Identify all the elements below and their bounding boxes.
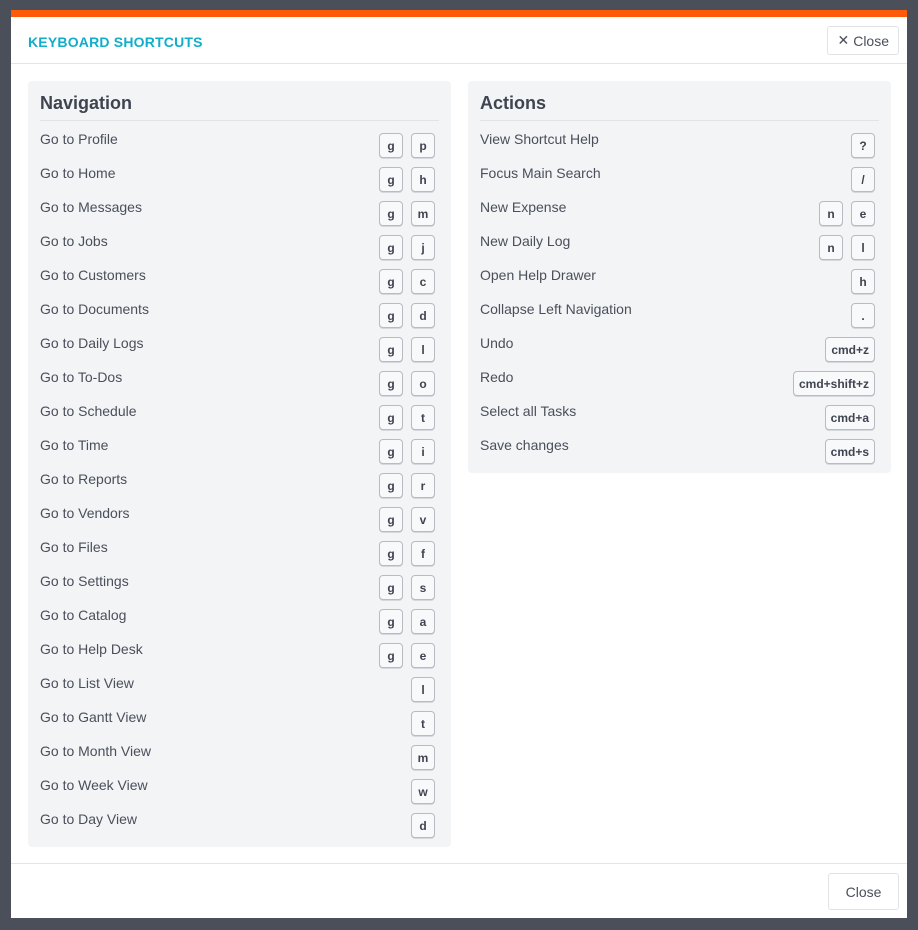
shortcut-row [40,599,439,633]
key-cap: l [851,235,875,260]
shortcut-row [480,395,879,429]
shortcut-keys [411,745,439,770]
shortcut-keys [379,201,439,226]
key-cap: g [379,303,403,328]
shortcut-row [480,327,879,361]
modal-title: KEYBOARD SHORTCUTS [28,34,203,50]
key-cap: g [379,439,403,464]
key-cap: g [379,337,403,362]
shortcut-label: Focus Main Search [480,165,601,181]
shortcut-row [40,633,439,667]
shortcut-row [40,497,439,531]
key-cap: g [379,201,403,226]
key-cap: e [851,201,875,226]
key-cap: ? [851,133,875,158]
shortcut-keys [379,643,439,668]
shortcut-keys [851,167,879,192]
shortcut-label: Go to Documents [40,301,149,317]
shortcut-row [40,361,439,395]
shortcut-row [40,531,439,565]
shortcut-row [40,395,439,429]
actions-title: Actions [480,81,879,121]
shortcut-keys [379,575,439,600]
close-button-top[interactable] [827,26,899,55]
shortcut-row [40,293,439,327]
shortcut-keys [379,405,439,430]
shortcut-row [40,191,439,225]
shortcut-row [40,123,439,157]
shortcut-label: Go to Month View [40,743,152,759]
navigation-panel [28,81,451,847]
key-cap: cmd+shift+z [793,371,875,396]
shortcut-row [480,429,879,463]
key-cap: w [411,779,435,804]
key-cap: d [411,303,435,328]
close-icon: ✕ [837,32,850,48]
shortcut-keys [379,235,439,260]
key-cap: g [379,541,403,566]
key-cap: m [411,201,435,226]
key-cap: cmd+s [825,439,875,464]
shortcut-row [40,701,439,735]
shortcut-row [480,225,879,259]
shortcut-label: Go to Customers [40,267,146,283]
key-cap: d [411,813,435,838]
shortcut-label: Save changes [480,437,569,453]
key-cap: g [379,507,403,532]
key-cap: t [411,405,435,430]
key-cap: c [411,269,435,294]
key-cap: g [379,269,403,294]
shortcut-keys [379,541,439,566]
key-cap: n [819,235,843,260]
key-cap: g [379,609,403,634]
shortcut-label: Go to Files [40,539,108,555]
shortcut-row [480,293,879,327]
key-cap: f [411,541,435,566]
key-cap: e [411,643,435,668]
shortcut-row [40,803,439,837]
shortcut-keys [379,167,439,192]
shortcut-label: Go to Jobs [40,233,108,249]
actions-panel [468,81,891,473]
key-cap: n [819,201,843,226]
shortcut-label: Redo [480,369,514,385]
shortcut-row [40,667,439,701]
shortcut-row [40,463,439,497]
shortcut-row [40,259,439,293]
key-cap: l [411,337,435,362]
shortcut-label: Go to Vendors [40,505,130,521]
modal-header [11,17,907,64]
shortcut-keys [379,337,439,362]
shortcut-row [480,157,879,191]
key-cap: p [411,133,435,158]
key-cap: g [379,167,403,192]
shortcut-keys [825,337,879,362]
key-cap: g [379,235,403,260]
navigation-title: Navigation [40,81,439,121]
shortcut-label: Go to Schedule [40,403,137,419]
shortcut-label: Go to Week View [40,777,148,793]
shortcut-keys [825,439,879,464]
shortcut-row [40,327,439,361]
key-cap: i [411,439,435,464]
shortcut-row [40,225,439,259]
key-cap: v [411,507,435,532]
shortcut-label: Go to Gantt View [40,709,147,725]
shortcut-label: Go to Help Desk [40,641,143,657]
shortcut-keys [793,371,879,396]
key-cap: o [411,371,435,396]
key-cap: t [411,711,435,736]
shortcut-keys [819,235,879,260]
shortcut-label: Go to Reports [40,471,128,487]
shortcut-keys [851,269,879,294]
shortcut-row [40,565,439,599]
shortcut-row [480,259,879,293]
shortcut-keys [411,711,439,736]
key-cap: r [411,473,435,498]
shortcut-keys [379,439,439,464]
shortcut-label: Go to Settings [40,573,129,589]
shortcut-keys [379,371,439,396]
shortcut-keys [379,507,439,532]
key-cap: g [379,371,403,396]
modal-footer [11,863,907,918]
shortcut-label: Select all Tasks [480,403,577,419]
close-button-bottom[interactable]: Close [828,873,899,910]
shortcut-label: New Expense [480,199,567,215]
key-cap: cmd+a [825,405,875,430]
shortcut-keys [411,677,439,702]
shortcut-label: Go to Catalog [40,607,127,623]
key-cap: l [411,677,435,702]
shortcut-keys [851,133,879,158]
shortcut-keys [411,813,439,838]
shortcut-row [40,735,439,769]
key-cap: g [379,473,403,498]
shortcut-label: Collapse Left Navigation [480,301,632,317]
shortcut-row [40,769,439,803]
shortcut-label: Go to To-Dos [40,369,123,385]
shortcut-keys [825,405,879,430]
shortcut-label: Go to Home [40,165,116,181]
key-cap: cmd+z [825,337,875,362]
close-label: Close [853,32,889,49]
key-cap: h [411,167,435,192]
shortcut-keys [411,779,439,804]
key-cap: g [379,643,403,668]
shortcut-row [40,429,439,463]
shortcut-label: Go to List View [40,675,134,691]
shortcut-label: Go to Time [40,437,109,453]
shortcut-label: Go to Profile [40,131,118,147]
key-cap: s [411,575,435,600]
shortcut-label: View Shortcut Help [480,131,599,147]
key-cap: h [851,269,875,294]
keyboard-shortcuts-modal [11,10,907,918]
shortcut-row [480,361,879,395]
key-cap: m [411,745,435,770]
key-cap: / [851,167,875,192]
shortcut-label: Open Help Drawer [480,267,596,283]
shortcut-label: Go to Messages [40,199,142,215]
key-cap: j [411,235,435,260]
shortcut-keys [379,133,439,158]
shortcut-keys [379,269,439,294]
shortcut-row [480,191,879,225]
key-cap: a [411,609,435,634]
key-cap: g [379,405,403,430]
shortcut-label: Go to Daily Logs [40,335,144,351]
shortcut-row [40,157,439,191]
key-cap: g [379,133,403,158]
key-cap: . [851,303,875,328]
shortcut-label: New Daily Log [480,233,571,249]
key-cap: g [379,575,403,600]
shortcut-label: Undo [480,335,514,351]
shortcut-row [480,123,879,157]
shortcut-keys [379,609,439,634]
shortcut-keys [819,201,879,226]
shortcut-keys [379,303,439,328]
shortcut-keys [851,303,879,328]
shortcut-keys [379,473,439,498]
shortcut-label: Go to Day View [40,811,138,827]
